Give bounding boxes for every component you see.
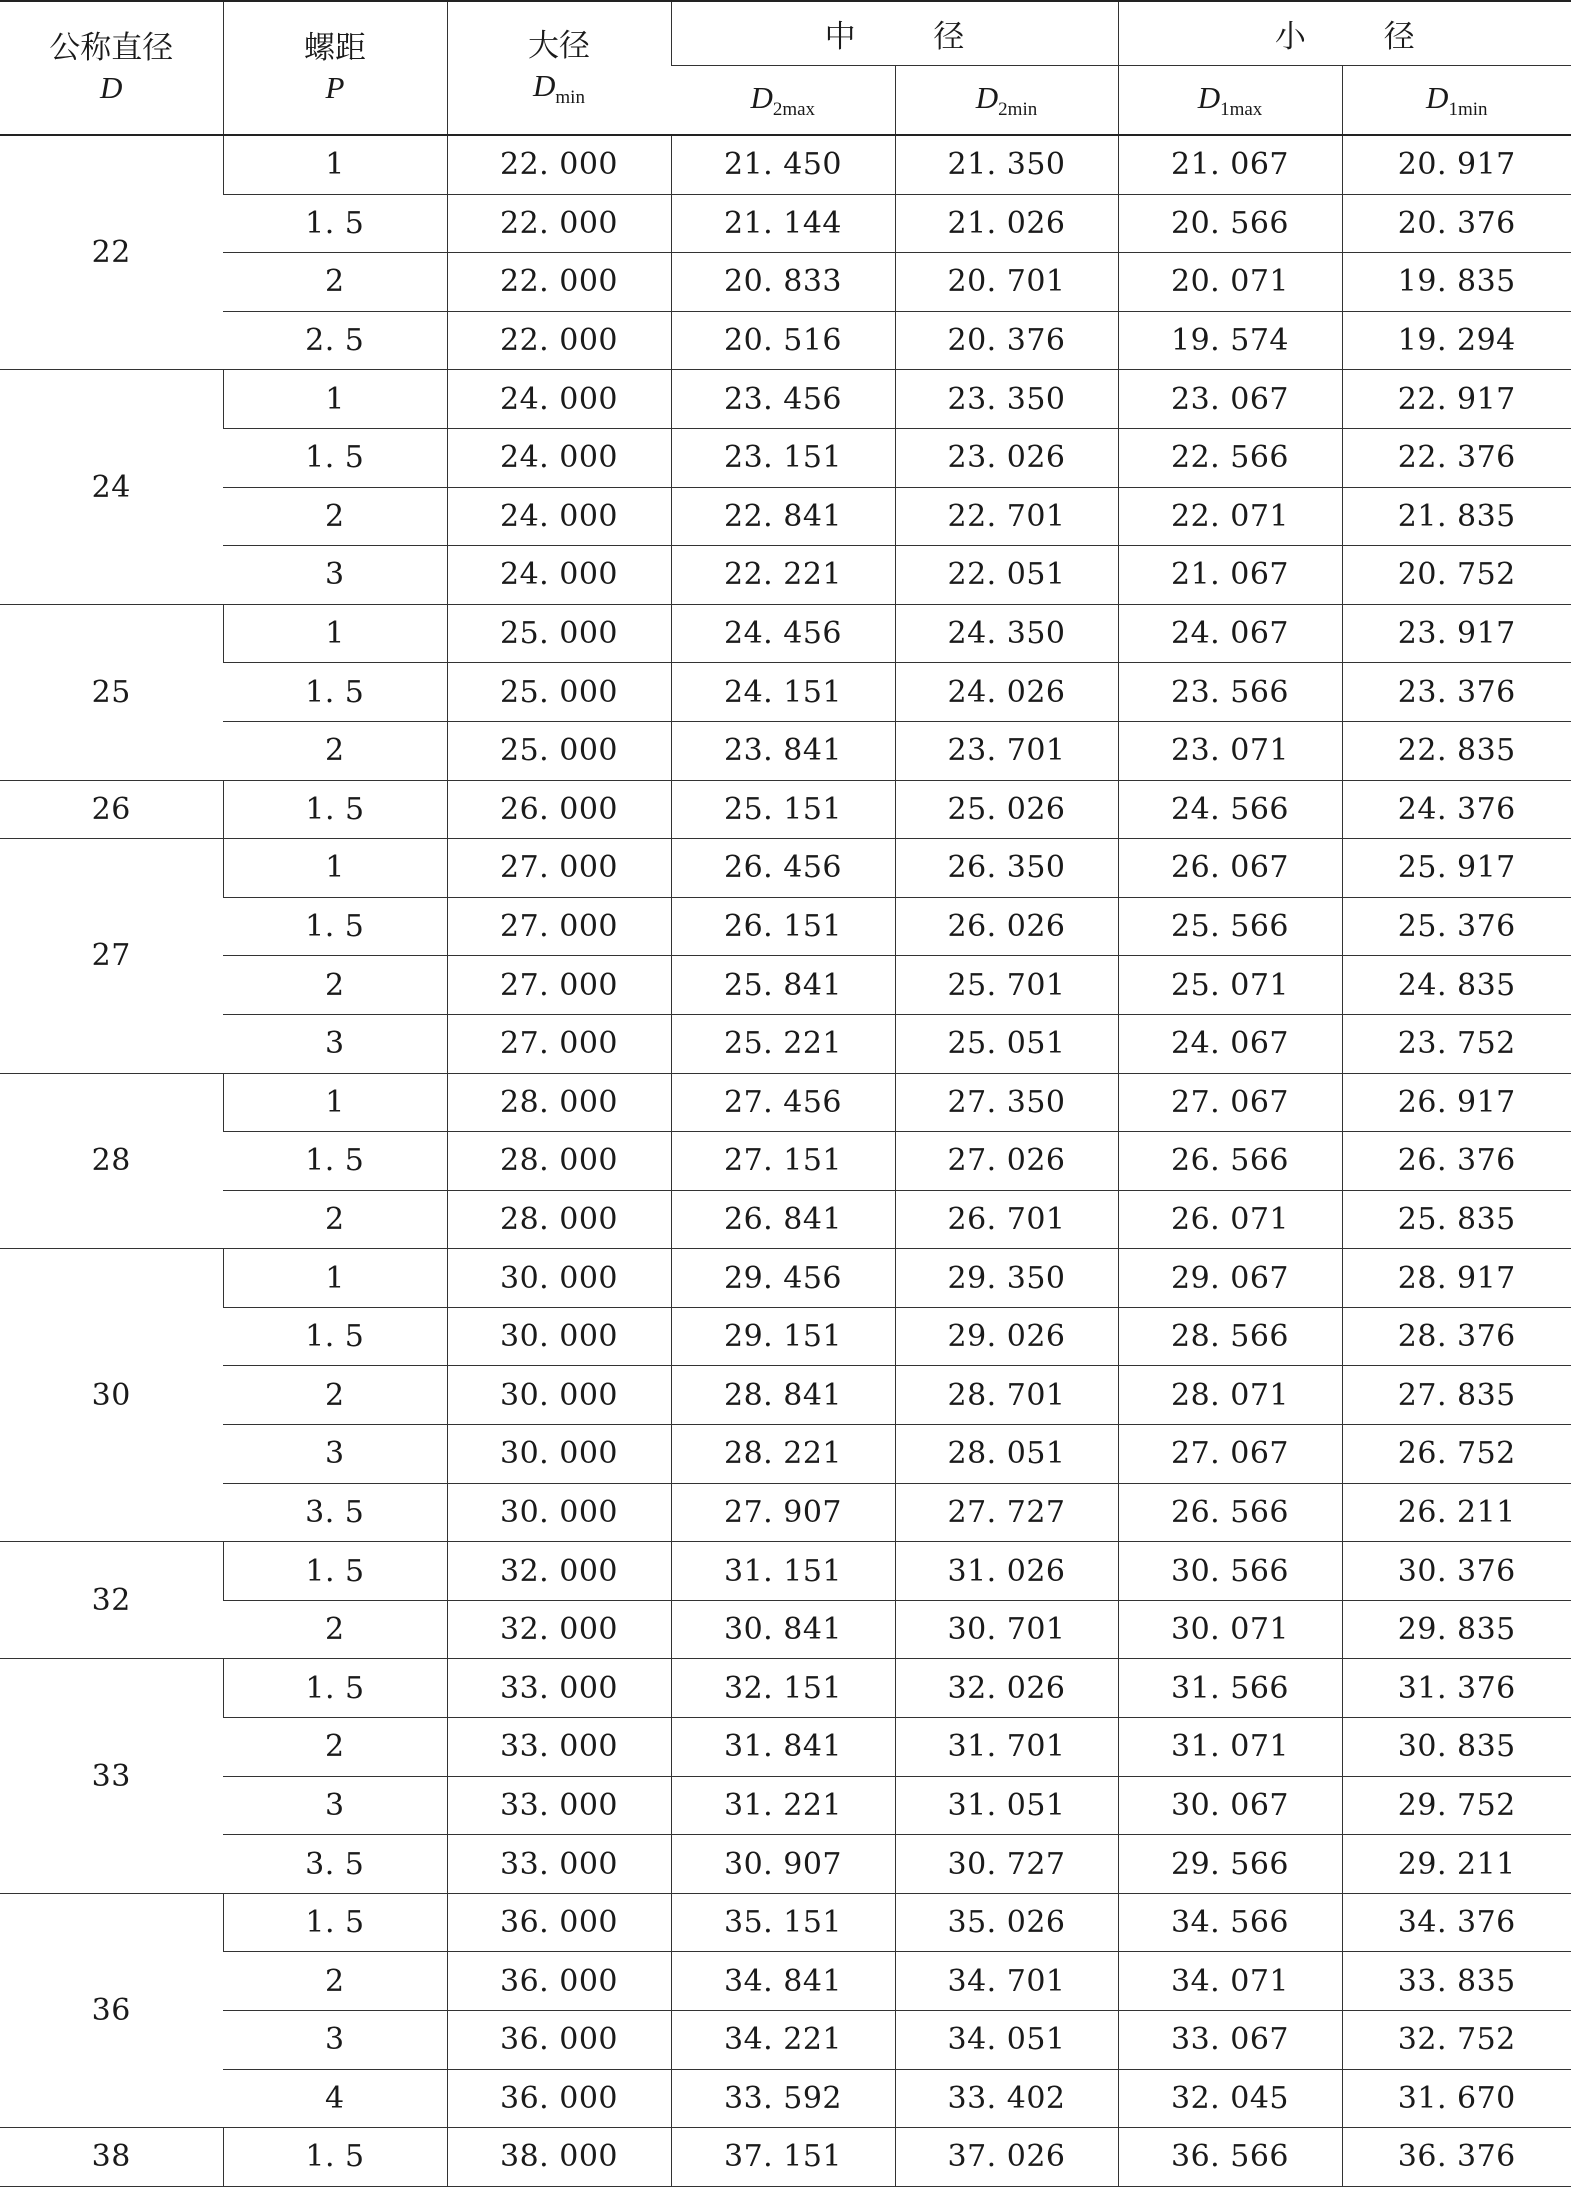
table-row [0, 1835, 1571, 1894]
pitch-cell: 1. 5 [223, 428, 447, 487]
d2max-cell: 35. 151 [671, 1893, 895, 1952]
d2min-cell: 33. 402 [895, 2069, 1118, 2128]
d1min-cell: 19. 835 [1342, 253, 1571, 312]
d1max-cell: 23. 566 [1118, 663, 1342, 722]
major-dmin-cell: 27. 000 [447, 956, 671, 1015]
d1max-cell: 26. 566 [1118, 1483, 1342, 1542]
table-row [0, 1542, 1571, 1601]
major-dmin-cell: 38. 000 [447, 2128, 671, 2187]
pitch-cell: 1. 5 [223, 1132, 447, 1191]
d1max-cell: 20. 071 [1118, 253, 1342, 312]
d2min-cell: 23. 701 [895, 721, 1118, 780]
d2min-cell: 25. 051 [895, 1014, 1118, 1073]
nominal-diameter-cell: 24 [0, 370, 223, 604]
d1min-cell: 33. 835 [1342, 1952, 1571, 2011]
d2max-cell: 29. 151 [671, 1307, 895, 1366]
d1min-cell: 22. 917 [1342, 370, 1571, 429]
pitch-cell: 2 [223, 721, 447, 780]
table-row [0, 1659, 1571, 1718]
d1min-cell: 28. 376 [1342, 1307, 1571, 1366]
d1max-cell: 28. 071 [1118, 1366, 1342, 1425]
d1max-cell: 31. 566 [1118, 1659, 1342, 1718]
d1min-cell: 25. 917 [1342, 839, 1571, 898]
d1max-cell: 28. 566 [1118, 1307, 1342, 1366]
d1min-cell: 29. 835 [1342, 1600, 1571, 1659]
major-dmin-cell: 30. 000 [447, 1366, 671, 1425]
table-row [0, 194, 1571, 253]
d2min-cell: 23. 350 [895, 370, 1118, 429]
d1max-cell: 27. 067 [1118, 1425, 1342, 1484]
d2min-cell: 27. 026 [895, 1132, 1118, 1191]
major-dmin-cell: 33. 000 [447, 1659, 671, 1718]
header-major-diameter [447, 1, 671, 135]
header-d1min: $D_{1min}$ [1342, 66, 1571, 136]
d2min-cell: 20. 376 [895, 311, 1118, 370]
d1min-cell: 23. 752 [1342, 1014, 1571, 1073]
d2min-cell: 20. 701 [895, 253, 1118, 312]
major-dmin-cell: 22. 000 [447, 135, 671, 194]
d2max-cell: 25. 221 [671, 1014, 895, 1073]
d1max-cell: 24. 566 [1118, 780, 1342, 839]
d2max-cell: 26. 151 [671, 897, 895, 956]
major-dmin-cell: 27. 000 [447, 897, 671, 956]
table-row [0, 1952, 1571, 2011]
d2max-cell: 27. 456 [671, 1073, 895, 1132]
d2max-cell: 25. 151 [671, 780, 895, 839]
table-row [0, 1776, 1571, 1835]
pitch-cell: 3 [223, 546, 447, 605]
major-dmin-cell: 22. 000 [447, 311, 671, 370]
d1min-cell: 22. 376 [1342, 428, 1571, 487]
pitch-cell: 2 [223, 1952, 447, 2011]
d1min-cell: 26. 376 [1342, 1132, 1571, 1191]
d1max-cell: 24. 067 [1118, 604, 1342, 663]
pitch-cell: 3. 5 [223, 1835, 447, 1894]
pitch-cell: 1 [223, 839, 447, 898]
major-diameter-symbol: D [533, 67, 556, 103]
d1min-cell: 32. 752 [1342, 2011, 1571, 2070]
d2max-cell: 20. 516 [671, 311, 895, 370]
d2min-cell: 21. 026 [895, 194, 1118, 253]
pitch-cell: 1 [223, 1073, 447, 1132]
d2max-cell: 31. 841 [671, 1718, 895, 1777]
major-dmin-cell: 25. 000 [447, 604, 671, 663]
table-row [0, 487, 1571, 546]
table-row [0, 1132, 1571, 1191]
d1min-cell: 22. 835 [1342, 721, 1571, 780]
d1min-cell: 19. 294 [1342, 311, 1571, 370]
d1min-cell: 25. 376 [1342, 897, 1571, 956]
table-body [0, 135, 1571, 2186]
table-row [0, 428, 1571, 487]
table-row [0, 1718, 1571, 1777]
pitch-cell: 1. 5 [223, 897, 447, 956]
d2max-cell: 24. 456 [671, 604, 895, 663]
d1min-cell: 36. 376 [1342, 2128, 1571, 2187]
pitch-cell: 1 [223, 604, 447, 663]
d2min-cell: 34. 051 [895, 2011, 1118, 2070]
d2max-cell: 30. 841 [671, 1600, 895, 1659]
d2max-cell: 23. 456 [671, 370, 895, 429]
d2max-cell: 34. 841 [671, 1952, 895, 2011]
table-row [0, 1190, 1571, 1249]
d2min-cell: 31. 701 [895, 1718, 1118, 1777]
d1min-cell: 21. 835 [1342, 487, 1571, 546]
nominal-diameter-label: 公称直径 [49, 29, 174, 66]
table-row [0, 780, 1571, 839]
d1min-cell: 34. 376 [1342, 1893, 1571, 1952]
d2max-cell: 29. 456 [671, 1249, 895, 1308]
table-row [0, 897, 1571, 956]
pitch-cell: 2. 5 [223, 311, 447, 370]
header-minor-diameter-group [1118, 1, 1571, 66]
d1max-cell: 26. 071 [1118, 1190, 1342, 1249]
d1max-cell: 22. 071 [1118, 487, 1342, 546]
major-dmin-cell: 22. 000 [447, 194, 671, 253]
major-dmin-cell: 30. 000 [447, 1307, 671, 1366]
nominal-diameter-cell: 30 [0, 1249, 223, 1542]
d2min-cell: 31. 026 [895, 1542, 1118, 1601]
table-row [0, 1249, 1571, 1308]
major-dmin-cell: 28. 000 [447, 1132, 671, 1191]
d2max-cell: 26. 841 [671, 1190, 895, 1249]
d2min-cell: 26. 350 [895, 839, 1118, 898]
pitch-diameter-label: 中 径 [824, 19, 999, 55]
d2min-cell: 35. 026 [895, 1893, 1118, 1952]
d1max-cell: 30. 566 [1118, 1542, 1342, 1601]
table-row [0, 1600, 1571, 1659]
pitch-symbol: P [325, 70, 345, 105]
d1max-cell: 20. 566 [1118, 194, 1342, 253]
d2max-cell: 25. 841 [671, 956, 895, 1015]
d2max-cell: 27. 151 [671, 1132, 895, 1191]
d2min-cell: 24. 026 [895, 663, 1118, 722]
d1min-cell: 25. 835 [1342, 1190, 1571, 1249]
pitch-cell: 2 [223, 956, 447, 1015]
major-diameter-label: 大径 [528, 27, 590, 64]
d2max-cell: 22. 841 [671, 487, 895, 546]
major-dmin-cell: 24. 000 [447, 428, 671, 487]
table-row [0, 1307, 1571, 1366]
d1max-cell: 22. 566 [1118, 428, 1342, 487]
major-dmin-cell: 36. 000 [447, 2069, 671, 2128]
major-dmin-cell: 33. 000 [447, 1718, 671, 1777]
pitch-cell: 1. 5 [223, 194, 447, 253]
pitch-cell: 1. 5 [223, 2128, 447, 2187]
pitch-cell: 1. 5 [223, 1893, 447, 1952]
pitch-cell: 1. 5 [223, 780, 447, 839]
nominal-diameter-cell: 22 [0, 135, 223, 370]
header-pitch [223, 1, 447, 135]
table-row [0, 1425, 1571, 1484]
d1min-cell: 26. 211 [1342, 1483, 1571, 1542]
table-header [0, 1, 1571, 135]
nominal-diameter-cell: 38 [0, 2128, 223, 2187]
pitch-cell: 2 [223, 487, 447, 546]
d1max-cell: 26. 067 [1118, 839, 1342, 898]
d1min-cell: 23. 917 [1342, 604, 1571, 663]
pitch-cell: 3 [223, 1776, 447, 1835]
d1max-cell: 29. 067 [1118, 1249, 1342, 1308]
d1max-cell: 33. 067 [1118, 2011, 1342, 2070]
d1max-cell: 31. 071 [1118, 1718, 1342, 1777]
major-dmin-cell: 33. 000 [447, 1835, 671, 1894]
d2min-cell: 29. 026 [895, 1307, 1118, 1366]
d1max-cell: 19. 574 [1118, 311, 1342, 370]
d2min-cell: 37. 026 [895, 2128, 1118, 2187]
major-dmin-cell: 25. 000 [447, 721, 671, 780]
major-dmin-cell: 24. 000 [447, 370, 671, 429]
header-nominal-diameter [0, 1, 223, 135]
d2max-cell: 21. 450 [671, 135, 895, 194]
d1min-cell: 31. 376 [1342, 1659, 1571, 1718]
major-dmin-cell: 30. 000 [447, 1425, 671, 1484]
d2max-cell: 24. 151 [671, 663, 895, 722]
minor-diameter-label: 小 径 [1274, 19, 1449, 55]
d2max-cell: 23. 841 [671, 721, 895, 780]
major-dmin-cell: 32. 000 [447, 1600, 671, 1659]
table-row [0, 311, 1571, 370]
d2max-cell: 23. 151 [671, 428, 895, 487]
d1min-cell: 26. 917 [1342, 1073, 1571, 1132]
major-dmin-cell: 22. 000 [447, 253, 671, 312]
d2min-cell: 26. 026 [895, 897, 1118, 956]
d1min-cell: 20. 917 [1342, 135, 1571, 194]
d1max-cell: 26. 566 [1118, 1132, 1342, 1191]
d1min-cell: 30. 835 [1342, 1718, 1571, 1777]
d2min-cell: 30. 727 [895, 1835, 1118, 1894]
major-dmin-cell: 28. 000 [447, 1073, 671, 1132]
d2max-cell: 22. 221 [671, 546, 895, 605]
table-row [0, 2069, 1571, 2128]
d2max-cell: 37. 151 [671, 2128, 895, 2187]
nominal-diameter-cell: 27 [0, 839, 223, 1073]
table-row [0, 253, 1571, 312]
d2min-cell: 25. 701 [895, 956, 1118, 1015]
nominal-diameter-cell: 33 [0, 1659, 223, 1893]
major-dmin-cell: 24. 000 [447, 546, 671, 605]
major-dmin-cell: 24. 000 [447, 487, 671, 546]
nominal-diameter-cell: 32 [0, 1542, 223, 1659]
d2min-cell: 30. 701 [895, 1600, 1118, 1659]
pitch-cell: 3 [223, 2011, 447, 2070]
header-d2max: $D_{2max}$ [671, 66, 895, 136]
d2max-cell: 33. 592 [671, 2069, 895, 2128]
pitch-cell: 1. 5 [223, 1659, 447, 1718]
d1max-cell: 23. 067 [1118, 370, 1342, 429]
major-dmin-cell: 26. 000 [447, 780, 671, 839]
d2min-cell: 27. 727 [895, 1483, 1118, 1542]
d2max-cell: 28. 841 [671, 1366, 895, 1425]
d1min-cell: 20. 376 [1342, 194, 1571, 253]
d1min-cell: 31. 670 [1342, 2069, 1571, 2128]
d1min-cell: 29. 752 [1342, 1776, 1571, 1835]
table-row [0, 839, 1571, 898]
major-dmin-cell: 28. 000 [447, 1190, 671, 1249]
table-row [0, 721, 1571, 780]
d1max-cell: 30. 067 [1118, 1776, 1342, 1835]
major-dmin-cell: 36. 000 [447, 1893, 671, 1952]
d1max-cell: 21. 067 [1118, 546, 1342, 605]
major-dmin-cell: 30. 000 [447, 1249, 671, 1308]
d2min-cell: 28. 701 [895, 1366, 1118, 1425]
table-row [0, 1014, 1571, 1073]
d2min-cell: 23. 026 [895, 428, 1118, 487]
d2max-cell: 28. 221 [671, 1425, 895, 1484]
d2max-cell: 21. 144 [671, 194, 895, 253]
table-row [0, 1483, 1571, 1542]
nominal-diameter-cell: 36 [0, 1893, 223, 2127]
pitch-cell: 2 [223, 1600, 447, 1659]
d1min-cell: 27. 835 [1342, 1366, 1571, 1425]
d1min-cell: 26. 752 [1342, 1425, 1571, 1484]
d2max-cell: 32. 151 [671, 1659, 895, 1718]
d1min-cell: 29. 211 [1342, 1835, 1571, 1894]
d2min-cell: 25. 026 [895, 780, 1118, 839]
d2min-cell: 32. 026 [895, 1659, 1118, 1718]
nominal-diameter-symbol: D [100, 70, 123, 105]
pitch-cell: 1 [223, 135, 447, 194]
pitch-cell: 2 [223, 253, 447, 312]
major-dmin-cell: 27. 000 [447, 1014, 671, 1073]
table-row [0, 135, 1571, 194]
d2min-cell: 26. 701 [895, 1190, 1118, 1249]
d2min-cell: 29. 350 [895, 1249, 1118, 1308]
d2max-cell: 20. 833 [671, 253, 895, 312]
d2min-cell: 22. 701 [895, 487, 1118, 546]
d2max-cell: 34. 221 [671, 2011, 895, 2070]
major-diameter-subscript: min [555, 86, 585, 108]
d2max-cell: 30. 907 [671, 1835, 895, 1894]
table-row [0, 1073, 1571, 1132]
d1max-cell: 27. 067 [1118, 1073, 1342, 1132]
d1max-cell: 25. 071 [1118, 956, 1342, 1015]
table-row [0, 546, 1571, 605]
pitch-cell: 3 [223, 1425, 447, 1484]
pitch-cell: 1 [223, 1249, 447, 1308]
nominal-diameter-cell: 28 [0, 1073, 223, 1249]
d1max-cell: 23. 071 [1118, 721, 1342, 780]
d2max-cell: 26. 456 [671, 839, 895, 898]
major-dmin-cell: 36. 000 [447, 2011, 671, 2070]
table-row [0, 1366, 1571, 1425]
major-dmin-cell: 30. 000 [447, 1483, 671, 1542]
d1max-cell: 25. 566 [1118, 897, 1342, 956]
pitch-cell: 2 [223, 1366, 447, 1425]
table-row [0, 956, 1571, 1015]
d1min-cell: 30. 376 [1342, 1542, 1571, 1601]
pitch-cell: 1. 5 [223, 1542, 447, 1601]
pitch-cell: 2 [223, 1718, 447, 1777]
table-row [0, 1893, 1571, 1952]
pitch-cell: 3. 5 [223, 1483, 447, 1542]
table-row [0, 663, 1571, 722]
major-dmin-cell: 33. 000 [447, 1776, 671, 1835]
header-pitch-diameter-group [671, 1, 1118, 66]
table-row [0, 604, 1571, 663]
major-dmin-cell: 36. 000 [447, 1952, 671, 2011]
d1max-cell: 24. 067 [1118, 1014, 1342, 1073]
table-row [0, 370, 1571, 429]
nominal-diameter-cell: 25 [0, 604, 223, 780]
d2min-cell: 27. 350 [895, 1073, 1118, 1132]
d2min-cell: 24. 350 [895, 604, 1118, 663]
pitch-cell: 1. 5 [223, 1307, 447, 1366]
d1min-cell: 20. 752 [1342, 546, 1571, 605]
pitch-cell: 1. 5 [223, 663, 447, 722]
d1max-cell: 34. 071 [1118, 1952, 1342, 2011]
table-row [0, 2011, 1571, 2070]
d1max-cell: 30. 071 [1118, 1600, 1342, 1659]
d2min-cell: 28. 051 [895, 1425, 1118, 1484]
d1min-cell: 24. 376 [1342, 780, 1571, 839]
d2max-cell: 27. 907 [671, 1483, 895, 1542]
d1min-cell: 24. 835 [1342, 956, 1571, 1015]
d1max-cell: 29. 566 [1118, 1835, 1342, 1894]
d1max-cell: 34. 566 [1118, 1893, 1342, 1952]
major-dmin-cell: 25. 000 [447, 663, 671, 722]
d1min-cell: 23. 376 [1342, 663, 1571, 722]
pitch-cell: 3 [223, 1014, 447, 1073]
header-d1max: $D_{1max}$ [1118, 66, 1342, 136]
d1max-cell: 32. 045 [1118, 2069, 1342, 2128]
d2max-cell: 31. 221 [671, 1776, 895, 1835]
pitch-cell: 2 [223, 1190, 447, 1249]
d2max-cell: 31. 151 [671, 1542, 895, 1601]
d2min-cell: 31. 051 [895, 1776, 1118, 1835]
nominal-diameter-cell: 26 [0, 780, 223, 839]
d1max-cell: 36. 566 [1118, 2128, 1342, 2187]
d2min-cell: 34. 701 [895, 1952, 1118, 2011]
pitch-cell: 1 [223, 370, 447, 429]
d1max-cell: 21. 067 [1118, 135, 1342, 194]
major-dmin-cell: 27. 000 [447, 839, 671, 898]
d1min-cell: 28. 917 [1342, 1249, 1571, 1308]
table-row [0, 2128, 1571, 2187]
major-dmin-cell: 32. 000 [447, 1542, 671, 1601]
d2min-cell: 21. 350 [895, 135, 1118, 194]
pitch-cell: 4 [223, 2069, 447, 2128]
d2min-cell: 22. 051 [895, 546, 1118, 605]
pitch-label: 螺距 [304, 29, 366, 66]
header-d2min: $D_{2min}$ [895, 66, 1118, 136]
